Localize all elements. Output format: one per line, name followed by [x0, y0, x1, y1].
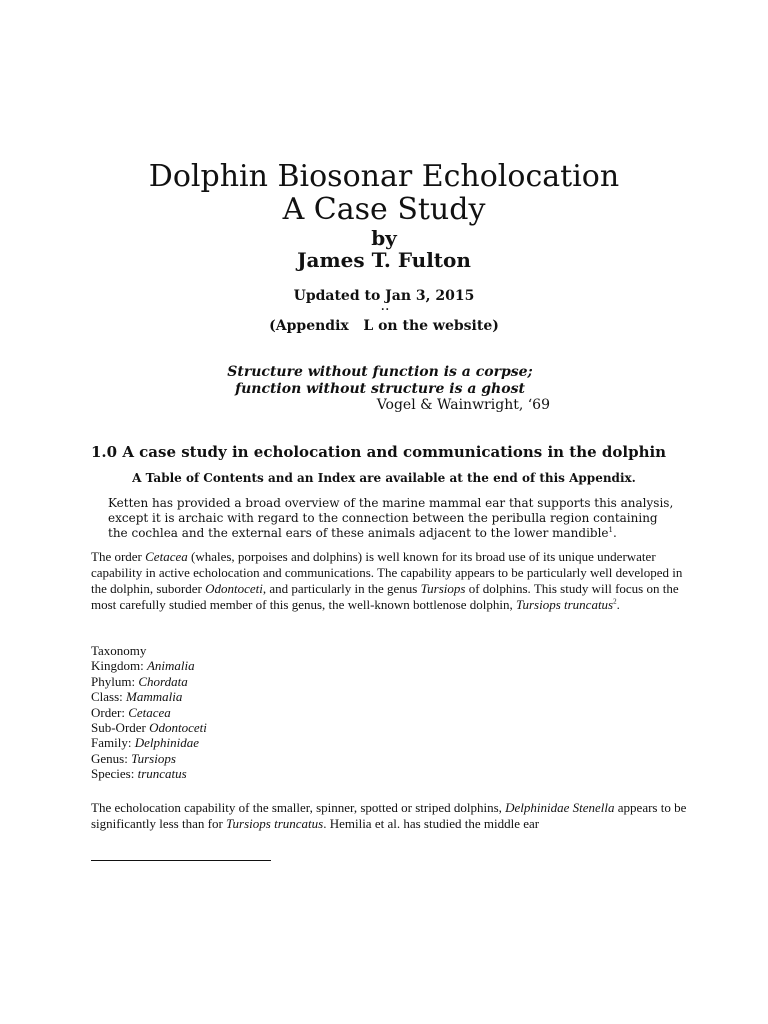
- taxonomy-name: Tursiops: [131, 750, 176, 766]
- taxonomy-name: Animalia: [146, 658, 195, 674]
- taxonomy-rank: Sub-Order: [91, 720, 150, 736]
- taxonomy-name: truncatus: [137, 766, 187, 782]
- author-name: James T. Fulton: [297, 248, 471, 272]
- p1-species: Tursiops truncatus: [515, 597, 614, 612]
- taxonomy-rank: Kingdom:: [91, 658, 147, 674]
- intro-paragraph: [108, 496, 678, 541]
- epigraph-attribution: Vogel & Wainwright, ‘69: [376, 397, 550, 413]
- p2-text-a: The echolocation capability of the smaller, spinner, spotted or striped dolphins,: [91, 800, 506, 815]
- p1-cetacea: Cetacea: [145, 549, 188, 564]
- taxonomy-row: [91, 751, 207, 766]
- taxonomy-rank: Phylum:: [91, 673, 139, 689]
- epigraph-line-1: Structure without function is a corpse;: [227, 364, 533, 380]
- p1-text-d: of dolphins. This study will focus on the most carefully studied member of this genus, the well-known bottlenose dolphin,: [91, 581, 679, 612]
- taxonomy-heading: Taxonomy: [91, 643, 147, 658]
- paragraph-stenella: [91, 800, 691, 832]
- intro-end: .: [613, 526, 617, 540]
- p2-text-b: appears to be significantly less than for: [91, 800, 687, 831]
- title-line-1: Dolphin Biosonar Echolocation: [148, 159, 620, 194]
- paragraph-order-cetacea: [91, 549, 691, 613]
- taxonomy-name: Delphinidae: [134, 735, 199, 751]
- updated-date: Updated to Jan 3, 2015: [293, 288, 475, 304]
- taxonomy-name: Chordata: [138, 673, 188, 689]
- taxonomy-name: Cetacea: [128, 704, 171, 720]
- p1-odontoceti: Odontoceti: [205, 581, 263, 596]
- p1-tursiops: Tursiops: [420, 581, 466, 596]
- byline-by: by: [371, 226, 397, 250]
- taxonomy-rank: Class:: [91, 689, 127, 705]
- footnote-ref-2[interactable]: 2: [613, 597, 617, 606]
- taxonomy-rank: Family:: [91, 735, 135, 751]
- p1-text-a: The order: [91, 549, 146, 564]
- taxonomy-row: [91, 735, 207, 750]
- p2-species: Tursiops truncatus: [226, 816, 324, 831]
- taxonomy-name: Mammalia: [126, 689, 183, 705]
- taxonomy-row: [91, 705, 207, 720]
- section-heading: 1.0 A case study in echolocation and communications in the dolphin: [91, 443, 667, 461]
- appendix-note: (Appendix L on the website): [269, 318, 499, 334]
- taxonomy-rank: Order:: [91, 704, 129, 720]
- taxonomy-row: [91, 689, 207, 704]
- taxonomy-name: Odontoceti: [149, 720, 207, 736]
- footnote-ref-1[interactable]: 1: [608, 526, 613, 534]
- taxonomy-row: [91, 658, 207, 673]
- diacritic-dots: ..: [381, 302, 390, 313]
- p1-text-b: (whales, porpoises and dolphins) is well known for its broad use of its unique underwater capability in active echolocation and communications. The capability appears to be particularly well developed in the dolphin, suborder: [91, 549, 683, 596]
- p1-text-c: , and particularly in the genus: [262, 581, 421, 596]
- intro-text: Ketten has provided a broad overview of the marine mammal ear that supports this analysis, except it is archaic with regard to the connection between the peribulla region containing the cochlea and the external ears of these animals adjacent to the lower mandible: [108, 496, 674, 540]
- epigraph-line-2: function without structure is a ghost: [235, 381, 525, 397]
- taxonomy-row: [91, 720, 207, 735]
- taxonomy-row: [91, 766, 207, 781]
- p1-end: .: [616, 597, 620, 612]
- toc-note: A Table of Contents and an Index are available at the end of this Appendix.: [132, 471, 636, 485]
- footnote-separator: [91, 860, 271, 861]
- taxonomy-rank: Genus:: [91, 750, 132, 766]
- taxonomy-list: [91, 643, 207, 782]
- taxonomy-rank: Species:: [91, 766, 138, 782]
- title-line-2: A Case Study: [282, 192, 486, 227]
- p2-genus: Delphinidae Stenella: [505, 800, 615, 815]
- p2-text-c: . Hemilia et al. has studied the middle ear: [323, 816, 540, 831]
- taxonomy-row: [91, 674, 207, 689]
